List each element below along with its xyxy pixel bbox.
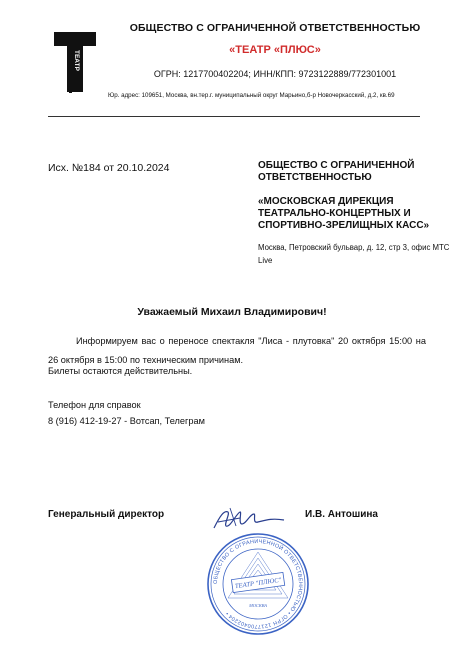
company-seal-stamp bbox=[206, 532, 310, 636]
header-divider bbox=[48, 116, 420, 117]
legal-address: Юр. адрес: 109651, Москва, вн.тер.г. муниципальный округ Марьино,б-р Новочеркасский, д.2, кв.69 bbox=[108, 92, 395, 99]
outgoing-number: Исх. №184 от 20.10.2024 bbox=[48, 162, 170, 174]
phone-label: Телефон для справок bbox=[48, 400, 141, 410]
addressee-block bbox=[258, 160, 458, 267]
svg-text:ТЕАТР "ПЛЮС": ТЕАТР "ПЛЮС" bbox=[234, 576, 282, 591]
signatory-name: И.В. Антошина bbox=[305, 509, 378, 520]
svg-text:ТЕАТР: ТЕАТР bbox=[73, 50, 80, 71]
addressee-address: Москва, Петровский бульвар, д. 12, стр 3, офис МТС Live bbox=[258, 243, 450, 265]
org-registration: ОГРН: 1217700402204; ИНН/КПП: 9723122889/772301001 bbox=[153, 69, 397, 79]
svg-text:МОСКВА: МОСКВА bbox=[249, 603, 267, 608]
phone-number: 8 (916) 412-19-27 - Вотсап, Телеграм bbox=[48, 416, 205, 426]
addressee-department: «МОСКОВСКАЯ ДИРЕКЦИЯ ТЕАТРАЛЬНО-КОНЦЕРТНЫХ И СПОРТИВНО-ЗРЕЛИЩНЫХ КАСС» bbox=[258, 196, 430, 231]
greeting: Уважаемый Михаил Владимирович! bbox=[137, 306, 327, 318]
body-paragraph: Информируем вас о переносе спектакля "Лиса - плутовка" 20 октября 15:00 на 26 октября в 15:00 по техническим причинам. bbox=[48, 336, 426, 365]
signatory-title: Генеральный директор bbox=[48, 509, 165, 520]
svg-text:ОБЩЕСТВО С ОГРАНИЧЕННОЙ ОТВЕТС: ОБЩЕСТВО С ОГРАНИЧЕННОЙ ОТВЕТСТВЕННОСТЬЮ • ОГРН 1217700402204 • bbox=[212, 538, 304, 630]
org-brand-name: «ТЕАТР «ПЛЮС» bbox=[229, 44, 321, 56]
theatre-logo bbox=[54, 32, 96, 94]
body-paragraph-tickets: Билеты остаются действительны. bbox=[48, 366, 193, 376]
org-full-name: ОБЩЕСТВО С ОГРАНИЧЕННОЙ ОТВЕТСТВЕННОСТЬЮ bbox=[129, 22, 421, 34]
addressee-org: ОБЩЕСТВО С ОГРАНИЧЕННОЙ ОТВЕТСТВЕННОСТЬЮ bbox=[258, 160, 415, 183]
